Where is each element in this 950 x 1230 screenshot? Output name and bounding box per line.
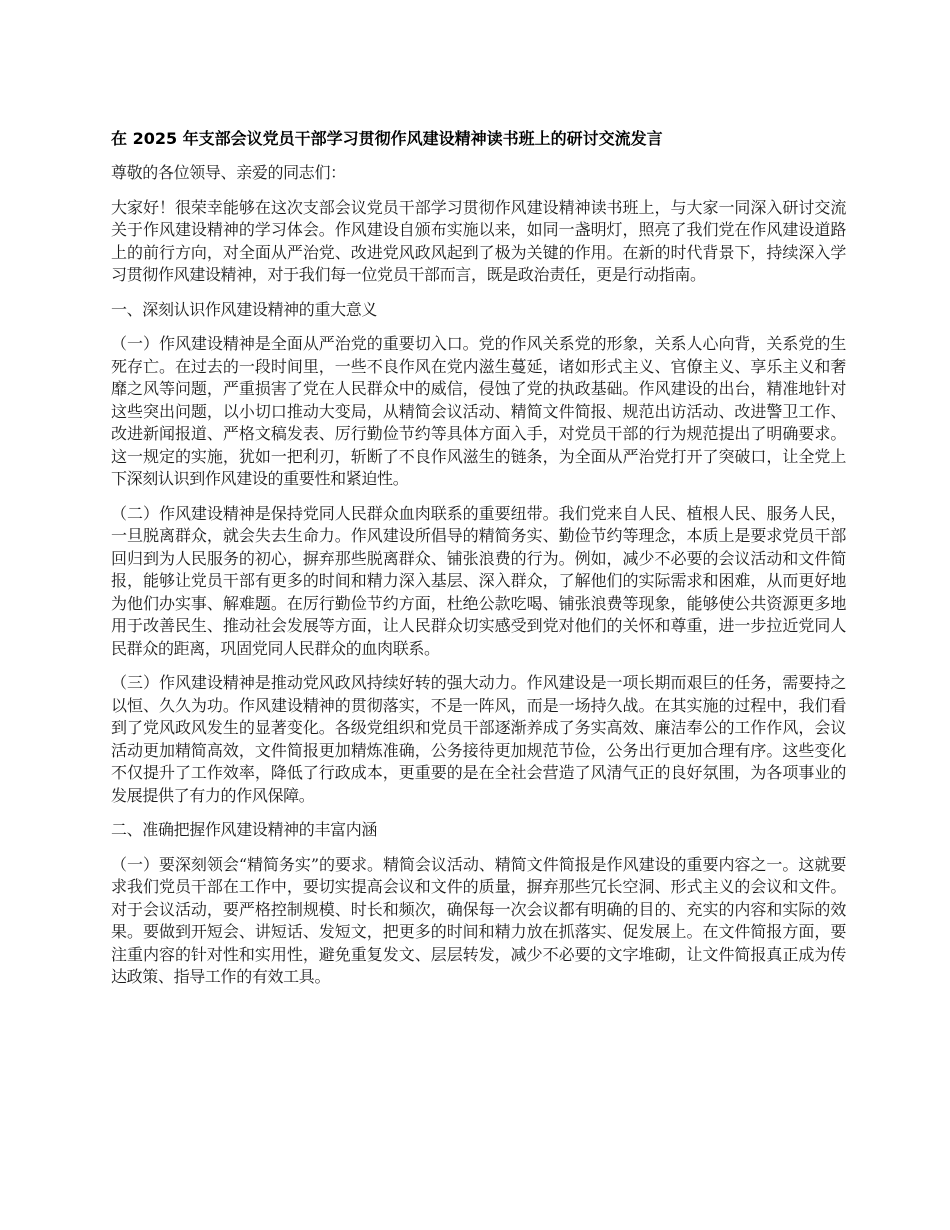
intro-paragraph: 大家好！很荣幸能够在这次支部会议党员干部学习贯彻作风建设精神读书班上，与大家一同深入研讨交流关于作风建设精神的学习体会。作风建设自颁布实施以来，如同一盏明灯，照亮了我们党在作风建设道路上的前行方向，对全面从严治党、改进党风政风起到了极为关键的作用。在新的时代背景下，持续深入学习贯彻作风建设精神，对于我们每一位党员干部而言，既是政治责任，更是行动指南。 <box>111 197 846 284</box>
section-1-paragraph-2: （二）作风建设精神是保持党同人民群众血肉联系的重要纽带。我们党来自人民、植根人民、服务人民，一旦脱离群众，就会失去生命力。作风建设所倡导的精简务实、勤俭节约等理念，本质上是要求党员干部回归到为人民服务的初心，摒弃那些脱离群众、铺张浪费的行为。例如，减少不必要的会议活动和文件简报，能够让党员干部有更多的时间和精力深入基层、深入群众，了解他们的实际需求和困难，从而更好地为他们办实事、解难题。在厉行勤俭节约方面，杜绝公款吃喝、铺张浪费等现象，能够使公共资源更多地用于改善民生、推动社会发展等方面，让人民群众切实感受到党对他们的关怀和尊重，进一步拉近党同人民群众的距离，巩固党同人民群众的血肉联系。 <box>111 503 846 658</box>
section-1-paragraph-1: （一）作风建设精神是全面从严治党的重要切入口。党的作风关系党的形象，关系人心向背，关系党的生死存亡。在过去的一段时间里，一些不良作风在党内滋生蔓延，诸如形式主义、官僚主义、享乐主义和奢靡之风等问题，严重损害了党在人民群众中的威信，侵蚀了党的执政基础。作风建设的出台，精准地针对这些突出问题，以小切口推动大变局，从精简会议活动、精简文件简报、规范出访活动、改进警卫工作、改进新闻报道、严格文稿发表、厉行勤俭节约等具体方面入手，对党员干部的行为规范提出了明确要求。这一规定的实施，犹如一把利刃，斩断了不良作风滋生的链条，为全面从严治党打开了突破口，让全党上下深刻认识到作风建设的重要性和紧迫性。 <box>111 334 846 488</box>
document-title: 在 2025 年支部会议党员干部学习贯彻作风建设精神读书班上的研讨交流发言 <box>111 129 663 148</box>
section-2-paragraph-1: （一）要深刻领会“精简务实”的要求。精简会议活动、精简文件简报是作风建设的重要内容之一。这就要求我们党员干部在工作中，要切实提高会议和文件的质量，摒弃那些冗长空洞、形式主义的会议和文件。对于会议活动，要严格控制规模、时长和频次，确保每一次会议都有明确的目的、充实的内容和实际的效果。要做到开短会、讲短话、发短文，把更多的时间和精力放在抓落实、促发展上。在文件简报方面，要注重内容的针对性和实用性，避免重复发文、层层转发，减少不必要的文字堆砌，让文件简报真正成为传达政策、指导工作的有效工具。 <box>111 854 846 986</box>
section-heading-2: 二、准确把握作风建设精神的丰富内涵 <box>111 820 378 839</box>
section-1-paragraph-3: （三）作风建设精神是推动党风政风持续好转的强大动力。作风建设是一项长期而艰巨的任务，需要持之以恒、久久为功。作风建设精神的贯彻落实，不是一阵风，而是一场持久战。在其实施的过程中，我们看到了党风政风发生的显著变化。各级党组织和党员干部逐渐养成了务实高效、廉洁奉公的工作作风，会议活动更加精简高效，文件简报更加精炼准确，公务接待更加规范节俭，公务出行更加合理有序。这些变化不仅提升了工作效率，降低了行政成本，更重要的是在全社会营造了风清气正的良好氛围，为各项事业的发展提供了有力的作风保障。 <box>111 673 846 805</box>
salutation: 尊敬的各位领导、亲爱的同志们： <box>111 163 346 182</box>
section-heading-1: 一、深刻认识作风建设精神的重大意义 <box>111 299 378 319</box>
document-page <box>111 128 846 1001</box>
